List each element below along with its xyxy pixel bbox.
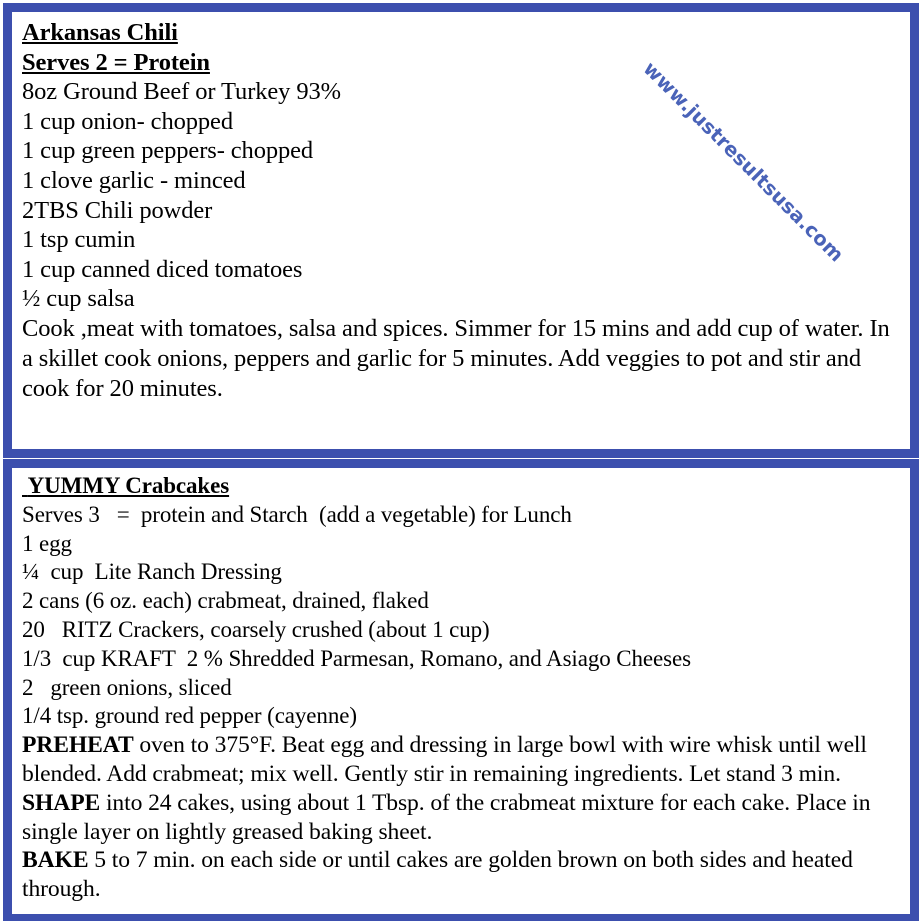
ingredient-item: ½ cup salsa — [22, 285, 135, 313]
instruction-step-text: 5 to 7 min. on each side or until cakes are golden brown on both sides and heated through. — [22, 847, 859, 903]
ingredient-item: 2 cans (6 oz. each) crabmeat, drained, flaked — [22, 588, 429, 614]
instruction-paragraph-shape — [22, 789, 900, 847]
ingredient-item: 1 tsp cumin — [22, 226, 136, 254]
recipe-serves-arkansas-chili: Serves 2 = Protein — [22, 48, 210, 76]
ingredient-item: 1/4 tsp. ground red pepper (cayenne) — [22, 703, 357, 729]
ingredient-item: 1 clove garlic - minced — [22, 166, 246, 194]
ingredient-item: 1 cup green peppers- chopped — [22, 137, 314, 165]
recipe-serves-yummy-crabcakes: Serves 3 = protein and Starch (add a vegetable) for Lunch — [22, 501, 572, 527]
ingredient-item: 20 RITZ Crackers, coarsely crushed (about 1 cup) — [22, 616, 490, 642]
ingredient-item: 8oz Ground Beef or Turkey 93% — [22, 78, 341, 106]
instruction-paragraph-preheat — [22, 731, 900, 789]
ingredient-item: 1 egg — [22, 530, 72, 556]
recipe-card-yummy-crabcakes — [3, 459, 919, 921]
instruction-step-label: BAKE — [22, 847, 89, 874]
ingredient-item: 1/3 cup KRAFT 2 % Shredded Parmesan, Romano, and Asiago Cheeses — [22, 645, 691, 671]
instruction-step-text: oven to 375°F. Beat egg and dressing in large bowl with wire whisk until well blended. Add crabmeat; mix well. Gently stir in remaining ingredients. Let stand 3 min. — [22, 732, 873, 787]
instruction-paragraph-bake — [22, 846, 900, 904]
instruction-paragraph: Cook ,meat with tomatoes, salsa and spices. Simmer for 15 mins and add cup of water. In a skillet cook onions, peppers and garlic for 5 minutes. Add veggies to pot and stir and cook for 20 minutes. — [22, 314, 896, 402]
recipe-content-arkansas-chili — [12, 12, 910, 449]
instruction-step-label: SHAPE — [22, 789, 101, 816]
ingredient-item: 1 cup canned diced tomatoes — [22, 255, 303, 283]
recipe-content-yummy-crabcakes — [12, 468, 910, 914]
recipe-title-arkansas-chili: Arkansas Chili — [22, 19, 178, 46]
ingredient-item: 2TBS Chili powder — [22, 196, 213, 224]
ingredient-item: 2 green onions, sliced — [22, 674, 232, 700]
instruction-step-label: PREHEAT — [22, 732, 134, 759]
watermark-url: www.justresultsusa.com — [638, 57, 849, 267]
instruction-step-text: into 24 cakes, using about 1 Tbsp. of the crabmeat mixture for each cake. Place in single layer on lightly greased baking sheet. — [22, 789, 877, 845]
recipe-card-arkansas-chili — [3, 3, 919, 458]
ingredient-item: ¼ cup Lite Ranch Dressing — [22, 559, 282, 585]
ingredient-item: 1 cup onion- chopped — [22, 107, 233, 135]
recipe-title-yummy-crabcakes: YUMMY Crabcakes — [22, 473, 230, 498]
